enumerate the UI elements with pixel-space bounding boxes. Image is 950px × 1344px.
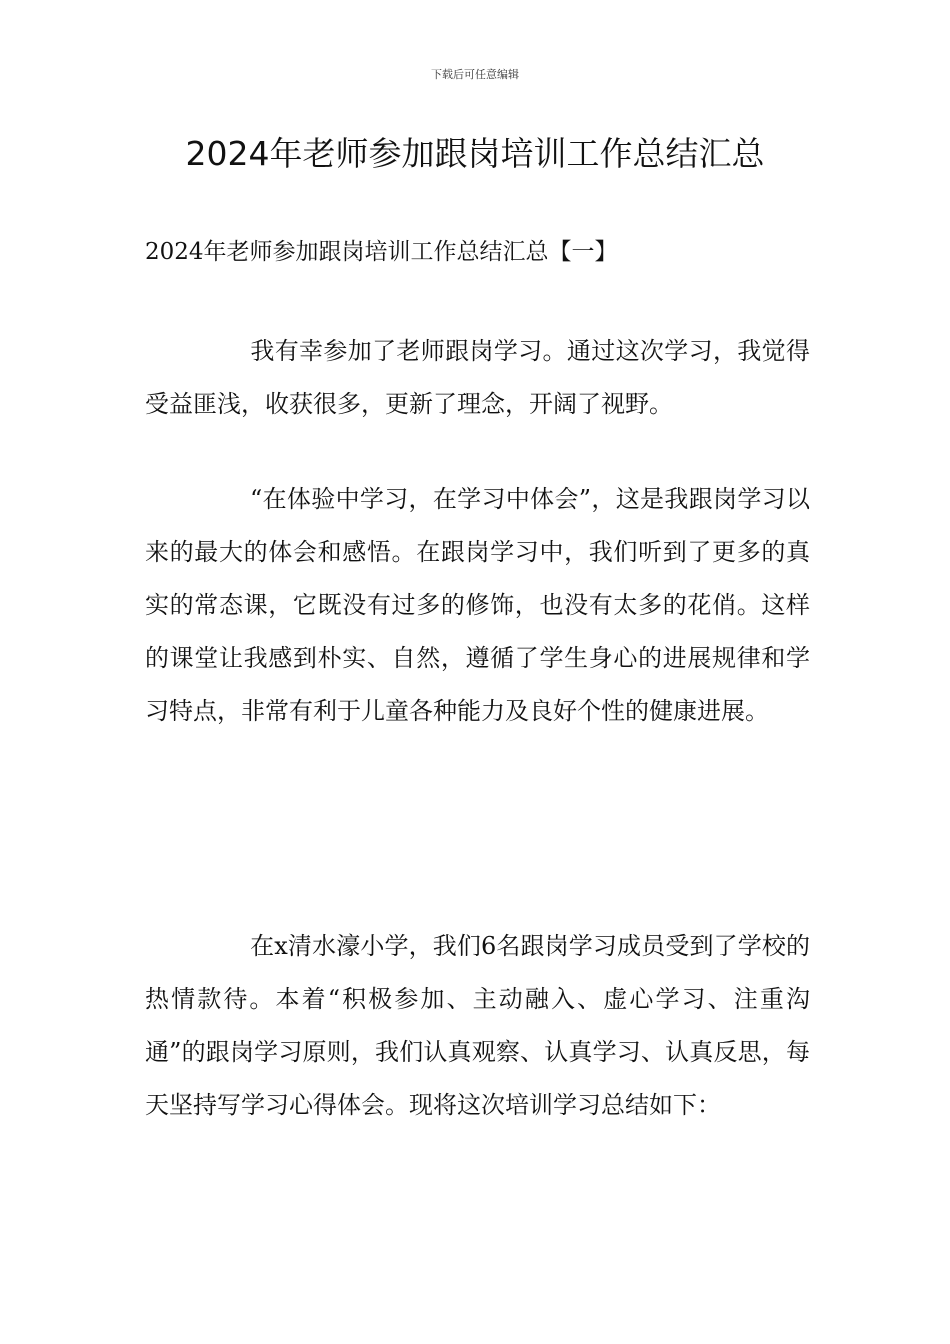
section-subtitle: 2024年老师参加跟岗培训工作总结汇总【一】: [145, 239, 618, 265]
header-note: 下载后可任意编辑: [431, 68, 519, 81]
paragraph-2: [145, 473, 810, 738]
paragraph-1-text: 我有幸参加了老师跟岗学习。通过这次学习，我觉得受益匪浅，收获很多，更新了理念，开阔了视野。: [145, 337, 810, 418]
document-title: 2024年老师参加跟岗培训工作总结汇总: [185, 134, 765, 173]
paragraph-3: [145, 920, 810, 1132]
paragraph-1: [145, 325, 810, 431]
paragraph-3-text: 在x清水濠小学，我们6名跟岗学习成员受到了学校的热情款待。本着“积极参加、主动融入、虚心学习、注重沟通”的跟岗学习原则，我们认真观察、认真学习、认真反思，每天坚持写学习心得体会。现将这次培训学习总结如下：: [145, 932, 810, 1119]
paragraph-2-text: “在体验中学习，在学习中体会”，这是我跟岗学习以来的最大的体会和感悟。在跟岗学习中，我们听到了更多的真实的常态课，它既没有过多的修饰，也没有太多的花俏。这样的课堂让我感到朴实、自然，遵循了学生身心的进展规律和学习特点，非常有利于儿童各种能力及良好个性的健康进展。: [145, 485, 810, 725]
